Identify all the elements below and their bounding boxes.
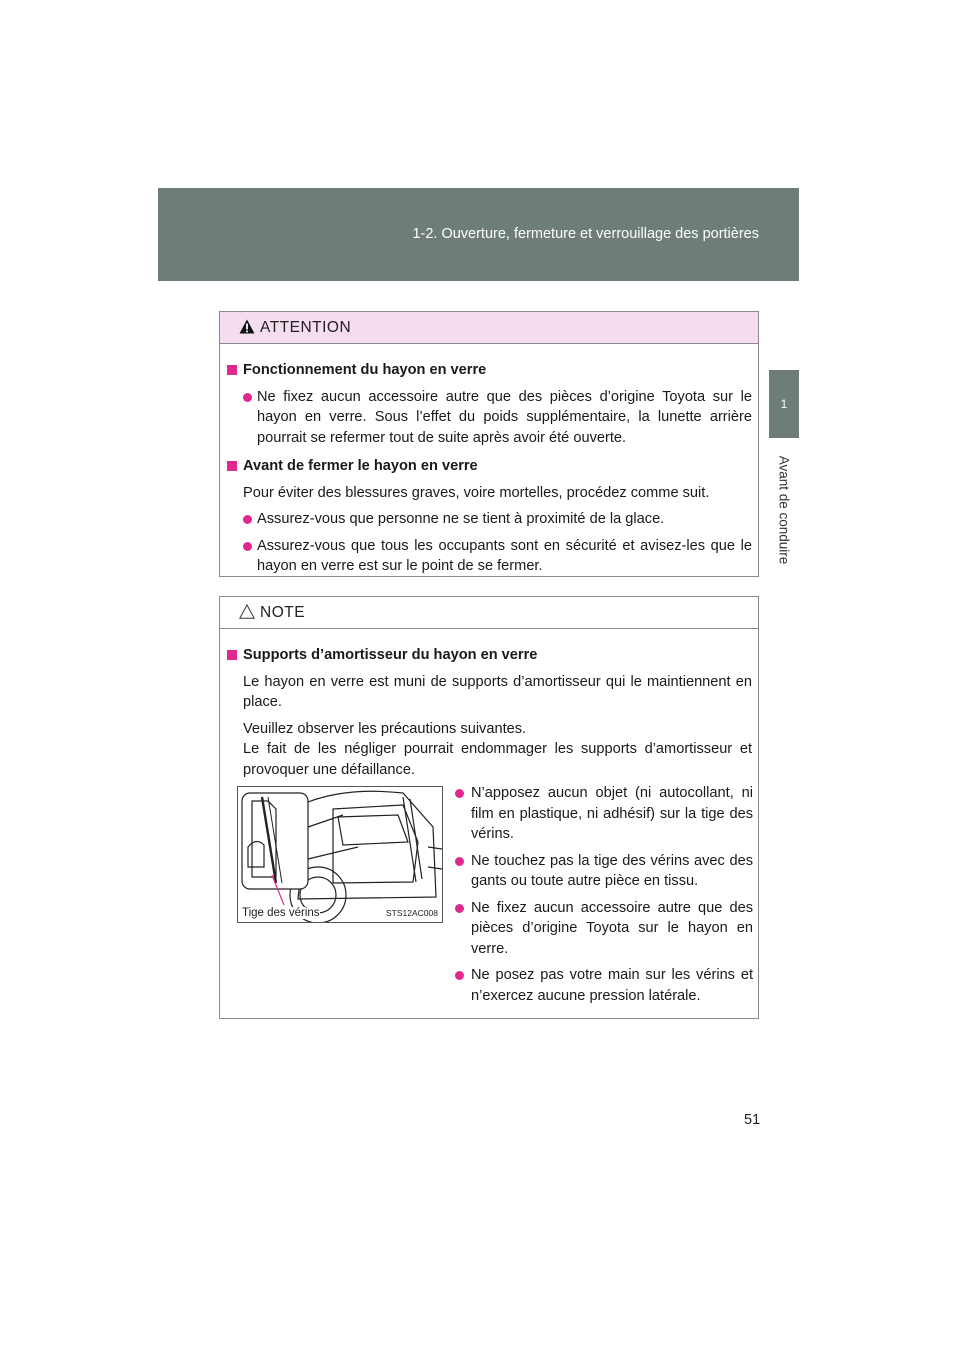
note-title: NOTE [260,604,306,621]
page-number: 51 [744,1112,761,1128]
note-paragraph: Le hayon en verre est muni de supports d’amortisseur qui le maintiennent en place. [243,673,752,710]
attention-bullet: Assurez-vous que tous les occupants sont en sécurité et avisez-les que le hayon en verre est sur le point de se fermer. [227,536,752,577]
note-section-heading: Supports d’amortisseur du hayon en verre [227,645,752,666]
tailgate-illustration [237,786,443,923]
attention-bullet: Ne fixez aucun accessoire autre que des pièces d’origine Toyota sur le hayon en verre. Sous l’effet du poids supplémentaire, la lunette arrière pourrait se refermer tout de suite après avoir été ouverte. [227,387,752,449]
note-bullet: Ne fixez aucun accessoire autre que des pièces d’origine Toyota sur le hayon en verre. [455,898,753,960]
warning-triangle-icon [239,319,255,339]
note-bullet-list [455,783,753,1012]
square-bullet-icon [227,650,237,660]
note-box [219,596,759,1019]
attention-section-heading: Avant de fermer le hayon en verre [227,456,752,477]
round-bullet-icon [243,515,252,524]
attention-section-heading: Fonctionnement du hayon en verre [227,360,752,381]
square-bullet-icon [227,365,237,375]
header-bar [158,188,799,281]
round-bullet-icon [455,789,464,798]
round-bullet-icon [243,542,252,551]
round-bullet-icon [243,393,252,402]
note-bullet: Ne posez pas votre main sur les vérins et n’exercez aucune pression latérale. [455,965,753,1006]
attention-header [220,312,758,344]
attention-body [220,344,758,577]
section-title: 1-2. Ouverture, fermeture et verrouillage des portières [412,226,759,242]
chapter-tab-label: Avant de conduire [776,455,792,565]
attention-title: ATTENTION [260,319,352,336]
round-bullet-icon [455,971,464,980]
round-bullet-icon [455,857,464,866]
warning-triangle-outline-icon [239,604,255,624]
note-header [220,597,758,629]
note-bullet: N’apposez aucun objet (ni autocollant, ni film en plastique, ni adhésif) sur la tige des vérins. [455,783,753,845]
figure-caption: Tige des vérins [242,907,320,919]
chapter-tab-number: 1 [769,370,799,438]
square-bullet-icon [227,461,237,471]
figure-code: STS12AC008 [386,908,438,918]
note-paragraph: Veuillez observer les précautions suivantes. Le fait de les négliger pourrait endommager les supports d’amortisseur et provoquer une défaillance. [243,720,752,778]
attention-intro: Pour éviter des blessures graves, voire mortelles, procédez comme suit. [243,484,710,501]
tailgate-drawing [238,787,443,923]
note-body [220,629,758,780]
note-bullet: Ne touchez pas la tige des vérins avec des gants ou toute autre pièce en tissu. [455,851,753,892]
attention-bullet: Assurez-vous que personne ne se tient à proximité de la glace. [227,509,752,530]
attention-box [219,311,759,577]
round-bullet-icon [455,904,464,913]
